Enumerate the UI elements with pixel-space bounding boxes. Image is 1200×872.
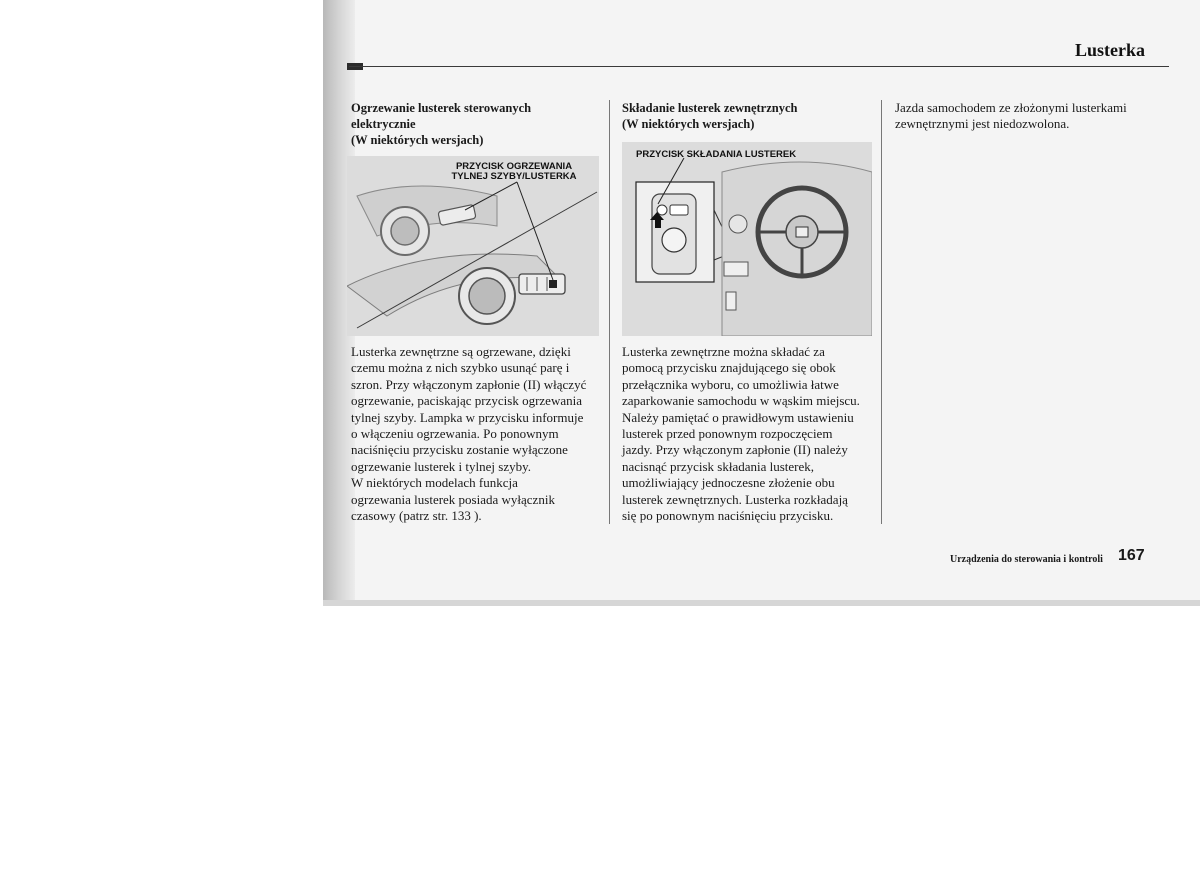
middle-body-text: Lusterka zewnętrzne można składać za pomocą przycisku znajdującego się obok przełącznika wyboru, co umożliwia łatwe zaparkowanie samochodu w wąskim miejscu. Należy pamiętać o prawidłowym ustawieniu lusterek przed ponownym rozpoczęciem jazdy. Przy włączonym zapłonie (II) należy nacisnąć przycisk składania lusterek, umożliwiający jednoczesne złożenie obu lusterek zewnętrznych. Lusterka rozkładają się po ponownym naciśnięciu przycisku.: [622, 344, 860, 524]
left-heading: Ogrzewanie lusterek sterowanych elektrycznie (W niektórych wersjach): [351, 101, 532, 147]
left-body-text: Lusterka zewnętrzne są ogrzewane, dzięki czemu można z nich szybko usunąć parę i szron. Przy włączonym zapłonie (II) włączyć ogrzewanie, paciskając przycisk ogrzewania tylnej szyby. Lampka w przycisku informuje o włączeniu ogrzewania. Po ponownym naciśnięciu przycisku zostanie wyłączone ogrzewanie lusterek i tylnej szyby. W niektórych modelach funkcja ogrzewania lusterek posiada wyłącznik czasowy (patrz str. 133 ).: [351, 344, 587, 524]
header-rule: [349, 66, 1169, 67]
column-divider-1: [609, 100, 610, 524]
page-title: Lusterka: [1074, 40, 1145, 60]
left-column: [351, 100, 599, 148]
right-body-text: Jazda samochodem ze złożonymi lusterkami zewnętrznymi jest niedozwolona.: [895, 100, 1127, 132]
mirror-heater-figure-label: PRZYCISK OGRZEWANIA TYLNEJ SZYBY/LUSTERKA: [451, 161, 577, 182]
page-number: 167: [1118, 547, 1145, 564]
mirror-fold-figure-label: PRZYCISK SKŁADANIA LUSTEREK: [636, 149, 797, 160]
middle-column: [622, 100, 872, 132]
cockpit-illustration: [622, 142, 872, 336]
mirror-fold-figure: [622, 142, 872, 336]
dashboard-illustration: [347, 156, 599, 336]
mirror-heater-figure: [347, 156, 599, 336]
page-bottom-edge: [323, 600, 1200, 606]
right-column: [895, 100, 1165, 133]
footer-section-title: Urządzenia do sterowania i kontroli: [950, 554, 1103, 565]
left-body-wrap: [351, 344, 601, 524]
middle-heading: Składanie lusterek zewnętrznych (W niektórych wersjach): [622, 101, 798, 131]
scanned-page: [323, 0, 1200, 606]
column-divider-2: [881, 100, 882, 524]
middle-body-wrap: [622, 344, 874, 524]
